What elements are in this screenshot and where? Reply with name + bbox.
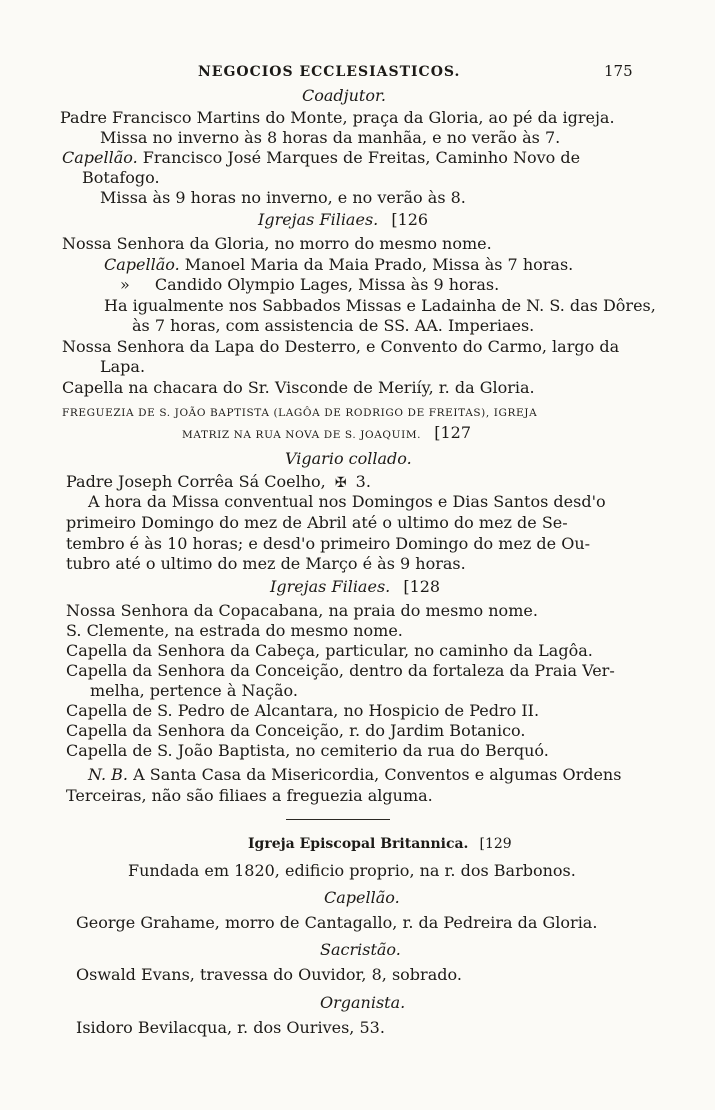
vigario-heading: Vigario collado. [285, 449, 412, 468]
running-header: NEGOCIOS ECCLESIASTICOS. [198, 64, 461, 80]
parish-ref: [127 [434, 423, 471, 442]
note-line1 [88, 766, 621, 784]
filiaes-title: Igrejas Filiaes. [258, 210, 379, 229]
vigario-line [66, 473, 371, 492]
cross-of-order-icon: ✠ [334, 475, 347, 491]
coadjutor-heading: Coadjutor. [302, 86, 386, 105]
lapa-line2: Lapa. [100, 357, 146, 376]
filiaes-heading-2 [270, 578, 440, 596]
capellao-text: Francisco José Marques de Freitas, Caminho Novo de [142, 148, 581, 167]
capellao-line2: Botafogo. [82, 168, 160, 187]
gloria-capellao [104, 256, 573, 274]
list-item: Nossa Senhora da Copacabana, na praia do mesmo nome. [66, 601, 538, 620]
anglican-capellao-heading: Capellão. [324, 888, 400, 907]
anglican-ref: [129 [479, 836, 512, 852]
vigario-suffix: 3. [355, 472, 371, 491]
filiaes-ref-2: [128 [403, 577, 441, 596]
filiaes-title-2: Igrejas Filiaes. [270, 577, 391, 596]
gloria-church: Nossa Senhora da Gloria, no morro do mesmo nome. [62, 234, 492, 253]
mass-hours-line3: tembro é às 10 horas; e desd'o primeiro Domingo do mez de Ou- [66, 534, 591, 553]
coadjutor-name: Padre Francisco Martins do Monte, praça da Gloria, ao pé da igreja. [60, 108, 615, 127]
anglican-title: Igreja Episcopal Britannica. [248, 836, 469, 852]
gloria-capellao-2-text: Candido Olympio Lages, Missa às 9 horas. [154, 275, 500, 294]
founded-line: Fundada em 1820, edificio proprio, na r. dos Barbonos. [128, 861, 576, 880]
gloria-capellao-text: Manoel Maria da Maia Prado, Missa às 7 horas. [184, 255, 574, 274]
mass-hours-line4: tubro até o ultimo do mez de Março é às 9 horas. [66, 554, 466, 573]
section-divider [286, 819, 390, 820]
note-text: A Santa Casa da Misericordia, Conventos e algumas Ordens [133, 765, 622, 784]
parish-title-2: MATRIZ NA RUA NOVA DE S. JOAQUIM. [182, 429, 422, 441]
filiaes-heading-1 [258, 211, 428, 229]
note-line2: Terceiras, não são filiaes a freguezia alguma. [66, 786, 433, 805]
gloria-capellao-2 [120, 276, 499, 294]
sabbados-line1: Ha igualmente nos Sabbados Missas e Ladainha de N. S. das Dôres, [104, 296, 656, 315]
page-number: 175 [604, 62, 633, 80]
list-item: Capella de S. João Baptista, no cemiterio da rua do Berquó. [66, 741, 549, 760]
organista-heading: Organista. [320, 993, 406, 1012]
coadjutor-mass: Missa no inverno às 8 horas da manhãa, e no verão às 7. [100, 128, 561, 147]
parish-heading-line1: FREGUEZIA DE S. JOÃO BAPTISTA (LAGÔA DE RODRIGO DE FREITAS), IGREJA [62, 407, 538, 419]
capellao-label: Capellão. [62, 148, 138, 167]
capellao-mass: Missa às 9 horas no inverno, e no verão às 8. [100, 188, 466, 207]
anglican-capellao: George Grahame, morro de Cantagallo, r. da Pedreira da Gloria. [76, 913, 598, 932]
sacristao-heading: Sacristão. [320, 940, 401, 959]
list-item: Capella da Senhora da Conceição, dentro da fortaleza da Praia Ver- [66, 661, 615, 680]
vigario-name: Padre Joseph Corrêa Sá Coelho, [66, 472, 326, 491]
list-item: S. Clemente, na estrada do mesmo nome. [66, 621, 403, 640]
parish-heading-line2 [182, 424, 471, 444]
organista-line: Isidoro Bevilacqua, r. dos Ourives, 53. [76, 1018, 385, 1037]
list-item: Capella da Senhora da Conceição, r. do Jardim Botanico. [66, 721, 526, 740]
list-item: melha, pertence à Nação. [90, 681, 298, 700]
sacristao-line: Oswald Evans, travessa do Ouvidor, 8, sobrado. [76, 965, 462, 984]
anglican-heading [248, 834, 512, 853]
list-item: Capella de S. Pedro de Alcantara, no Hospicio de Pedro II. [66, 701, 540, 720]
gloria-capellao-label: Capellão. [104, 255, 180, 274]
sabbados-line2: às 7 horas, com assistencia de SS. AA. Imperiaes. [132, 316, 535, 335]
capellao-line [62, 149, 580, 167]
note-label: N. B. [88, 765, 128, 784]
list-item: Capella da Senhora da Cabeça, particular, no caminho da Lagôa. [66, 641, 593, 660]
lapa-line1: Nossa Senhora da Lapa do Desterro, e Convento do Carmo, largo da [62, 337, 620, 356]
chacara-line: Capella na chacara do Sr. Visconde de Meriíy, r. da Gloria. [62, 378, 535, 397]
filiaes-ref: [126 [391, 210, 429, 229]
mass-hours-line1: A hora da Missa conventual nos Domingos e Dias Santos desd'o [88, 492, 606, 511]
mass-hours-line2: primeiro Domingo do mez de Abril até o ultimo do mez de Se- [66, 513, 568, 532]
ditto-mark: » [120, 275, 130, 294]
